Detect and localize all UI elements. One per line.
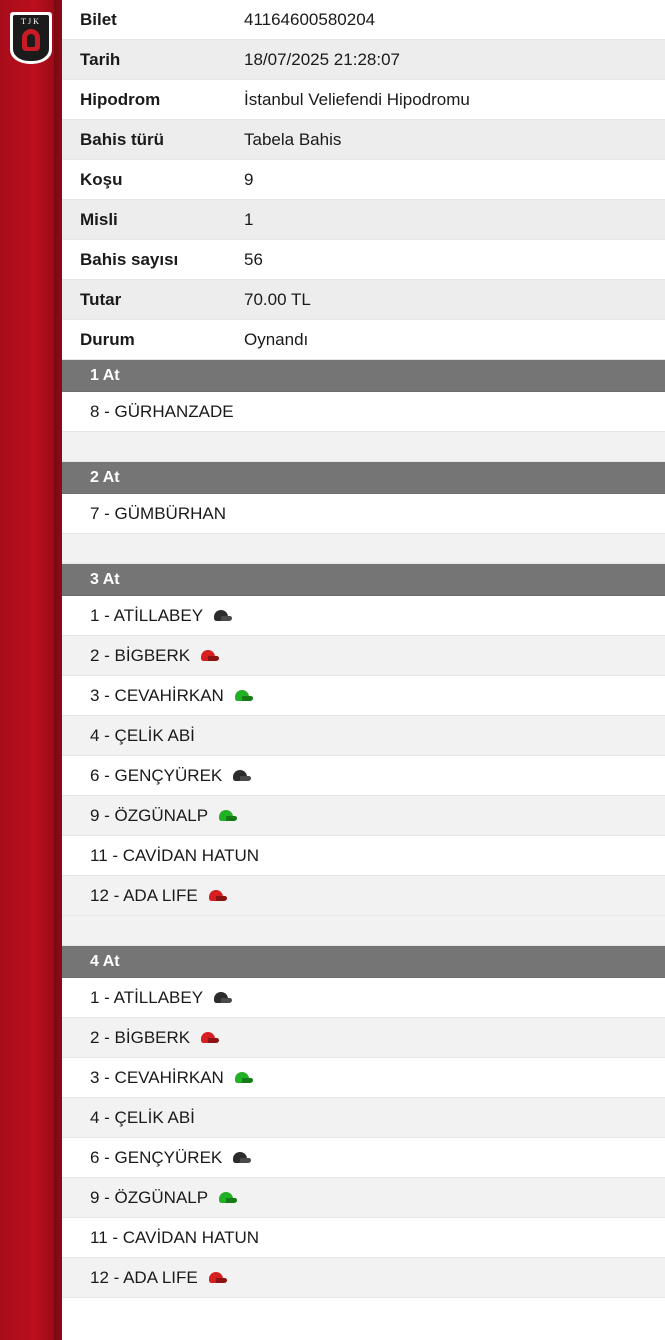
horse-name: 7 - GÜMBÜRHAN: [90, 503, 227, 523]
horse-name: 12 - ADA LIFE: [90, 1267, 198, 1287]
horse-name: 3 - CEVAHİRKAN: [90, 1067, 224, 1087]
group-spacer: [62, 534, 665, 564]
logo-letters: TJK: [21, 17, 41, 26]
ticket-info-value: 41164600580204: [244, 9, 376, 29]
jockey-cap-icon: [199, 650, 219, 662]
ticket-info-label: Bilet: [80, 9, 117, 29]
horse-row[interactable]: [62, 796, 665, 836]
horse-name: 3 - CEVAHİRKAN: [90, 685, 224, 705]
ticket-info-value: 70.00 TL: [244, 289, 311, 309]
horse-name: 11 - CAVİDAN HATUN: [90, 1227, 260, 1247]
jockey-cap-icon: [233, 1072, 253, 1084]
horse-name: 9 - ÖZGÜNALP: [90, 1187, 209, 1207]
jockey-cap-icon: [212, 610, 232, 622]
ticket-info-row: [62, 320, 665, 360]
ticket-info-value: Oynandı: [244, 329, 309, 349]
ticket-info-value: 9: [244, 169, 254, 189]
ticket-info-row: [62, 200, 665, 240]
horse-row[interactable]: [62, 1178, 665, 1218]
horse-row[interactable]: [62, 1258, 665, 1298]
group-header: 1 At: [62, 360, 665, 392]
group-header: 3 At: [62, 564, 665, 596]
ticket-info-label: Tutar: [80, 289, 122, 309]
horse-row[interactable]: [62, 676, 665, 716]
horse-row[interactable]: [62, 1218, 665, 1258]
left-rail: [0, 0, 62, 1340]
ticket-info-label: Durum: [80, 329, 135, 349]
jockey-cap-icon: [233, 690, 253, 702]
ticket-info-row: [62, 40, 665, 80]
horse-row[interactable]: [62, 1018, 665, 1058]
horse-name: 4 - ÇELİK ABİ: [90, 1107, 195, 1127]
horse-row[interactable]: [62, 876, 665, 916]
ticket-content: [62, 0, 665, 1340]
ticket-info-value: İstanbul Veliefendi Hipodromu: [244, 89, 470, 109]
horse-row[interactable]: [62, 636, 665, 676]
horse-row[interactable]: [62, 716, 665, 756]
horse-name: 6 - GENÇYÜREK: [90, 765, 223, 785]
horse-name: 1 - ATİLLABEY: [90, 987, 204, 1007]
jockey-cap-icon: [217, 1192, 237, 1204]
horse-name: 8 - GÜRHANZADE: [90, 401, 234, 421]
ticket-info-value: 56: [244, 249, 263, 269]
ticket-info-label: Hipodrom: [80, 89, 161, 109]
horse-name: 11 - CAVİDAN HATUN: [90, 845, 260, 865]
ticket-info-label: Misli: [80, 209, 118, 229]
horse-name: 2 - BİGBERK: [90, 645, 191, 665]
logo-emblem: [22, 29, 40, 51]
jockey-cap-icon: [217, 810, 237, 822]
jockey-cap-icon: [231, 1152, 251, 1164]
ticket-info-row: [62, 240, 665, 280]
rail-shadow: [54, 0, 62, 1340]
horse-name: 4 - ÇELİK ABİ: [90, 725, 195, 745]
ticket-info-row: [62, 0, 665, 40]
ticket-info-row: [62, 120, 665, 160]
horse-row[interactable]: [62, 1138, 665, 1178]
horse-name: 9 - ÖZGÜNALP: [90, 805, 209, 825]
bottom-spacer: [62, 1298, 665, 1338]
ticket-info-label: Tarih: [80, 49, 121, 69]
horse-name: 12 - ADA LIFE: [90, 885, 198, 905]
horse-row[interactable]: [62, 494, 665, 534]
jockey-cap-icon: [199, 1032, 219, 1044]
horse-row[interactable]: [62, 392, 665, 432]
ticket-info-label: Koşu: [80, 169, 123, 189]
jockey-cap-icon: [207, 890, 227, 902]
ticket-info-value: Tabela Bahis: [244, 129, 342, 149]
jockey-cap-icon: [207, 1272, 227, 1284]
group-header: 2 At: [62, 462, 665, 494]
ticket-info-row: [62, 280, 665, 320]
club-shield-logo: [10, 12, 52, 64]
group-spacer: [62, 916, 665, 946]
horse-name: 6 - GENÇYÜREK: [90, 1147, 223, 1167]
ticket-info-label: Bahis türü: [80, 129, 165, 149]
selection-groups: [62, 360, 665, 1298]
horse-name: 2 - BİGBERK: [90, 1027, 191, 1047]
ticket-info-value: 18/07/2025 21:28:07: [244, 49, 400, 69]
horse-row[interactable]: [62, 1098, 665, 1138]
group-header: 4 At: [62, 946, 665, 978]
horse-row[interactable]: [62, 596, 665, 636]
jockey-cap-icon: [212, 992, 232, 1004]
jockey-cap-icon: [231, 770, 251, 782]
ticket-info-row: [62, 160, 665, 200]
horse-row[interactable]: [62, 756, 665, 796]
group-spacer: [62, 432, 665, 462]
ticket-info-row: [62, 80, 665, 120]
horse-row[interactable]: [62, 1058, 665, 1098]
horse-row[interactable]: [62, 836, 665, 876]
ticket-info-label: Bahis sayısı: [80, 249, 179, 269]
ticket-info-value: 1: [244, 209, 254, 229]
ticket-info-table: [62, 0, 665, 360]
horse-name: 1 - ATİLLABEY: [90, 605, 204, 625]
horse-row[interactable]: [62, 978, 665, 1018]
